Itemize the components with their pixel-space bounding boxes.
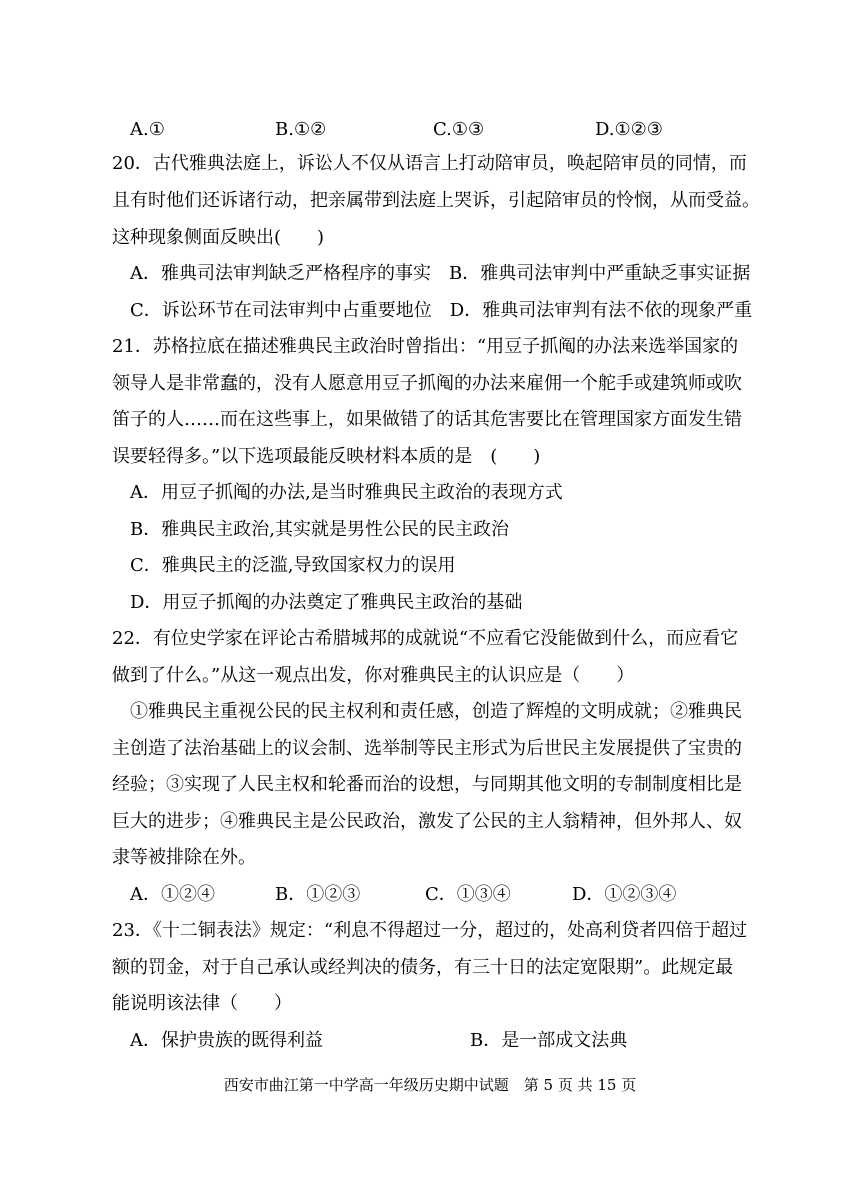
- q20-stem-line-1: 20．古代雅典法庭上，诉讼人不仅从语言上打动陪审员，唤起陪审员的同情，而: [112, 153, 747, 174]
- q23-stem-line-2: 额的罚金，对于自己承认或经判决的债务，有三十日的法定宽限期”。此规定最: [112, 957, 734, 978]
- q22-option-c: C．①③④: [425, 884, 511, 905]
- q22-statements-line-1: ①雅典民主重视公民的民主权利和责任感，创造了辉煌的文明成就；②雅典民: [130, 701, 742, 722]
- q20-stem-line-2: 且有时他们还诉诸行动，把亲属带到法庭上哭诉，引起陪审员的怜悯，从而受益。: [112, 190, 760, 211]
- q21-stem-line-2: 领导人是非常蠢的，没有人愿意用豆子抓阄的办法来雇佣一个舵手或建筑师或吹: [112, 373, 742, 394]
- q21-stem-line-4: 误要轻得多。”以下选项最能反映材料本质的是 ( ): [112, 446, 541, 467]
- q22-option-b: B．①②③: [275, 884, 361, 905]
- q22-statements-line-2: 主创造了法治基础上的议会制、选举制等民主形式为后世民主发展提供了宝贵的: [112, 738, 742, 759]
- q21-stem-line-3: 笛子的人……而在这些事上，如果做错了的话其危害要比在管理国家方面发生错: [112, 409, 742, 430]
- q23-option-a: A．保护贵族的既得利益: [130, 1030, 323, 1051]
- q19-option-a: A.①: [130, 119, 165, 140]
- q21-stem-line-1: 21．苏格拉底在描述雅典民主政治时曾指出：“用豆子抓阄的办法来选举国家的: [112, 336, 739, 357]
- q20-stem-line-3: 这种现象侧面反映出( ): [112, 227, 325, 248]
- q21-option-c: C．雅典民主的泛滥,导致国家权力的误用: [130, 555, 456, 576]
- q20-options-row-1: A．雅典司法审判缺乏严格程序的事实 B．雅典司法审判中严重缺乏事实证据: [130, 263, 751, 284]
- page-footer: 西安市曲江第一中学高一年级历史期中试题 第 5 页 共 15 页: [223, 1076, 637, 1094]
- q22-statements-line-4: 巨大的进步；④雅典民主是公民政治，激发了公民的主人翁精神，但外邦人、奴: [112, 811, 742, 832]
- q19-option-b: B.①②: [275, 119, 327, 140]
- q20-options-row-2: C．诉讼环节在司法审判中占重要地位 D．雅典司法审判有法不依的现象严重: [130, 300, 753, 321]
- q22-stem-line-2: 做到了什么。”从这一观点出发，你对雅典民主的认识应是（ ）: [112, 665, 635, 686]
- q21-option-d: D．用豆子抓阄的办法奠定了雅典民主政治的基础: [130, 592, 523, 613]
- q22-statements-line-3: 经验；③实现了人民主权和轮番而治的设想，与同期其他文明的专制制度相比是: [112, 774, 742, 795]
- q23-stem-line-1: 23．《十二铜表法》规定：“利息不得超过一分，超过的，处高利贷者四倍于超过: [112, 920, 748, 941]
- q22-option-d: D．①②③④: [572, 884, 677, 905]
- q21-option-a: A．用豆子抓阄的办法,是当时雅典民主政治的表现方式: [130, 482, 563, 503]
- q21-option-b: B．雅典民主政治,其实就是男性公民的民主政治: [130, 519, 509, 540]
- q19-option-c: C.①③: [433, 119, 485, 140]
- q22-stem-line-1: 22．有位史学家在评论古希腊城邦的成就说“不应看它没能做到什么，而应看它: [112, 628, 739, 649]
- q23-option-b: B．是一部成文法典: [470, 1030, 628, 1051]
- q22-option-a: A．①②④: [130, 884, 215, 905]
- q23-stem-line-3: 能说明该法律（ ）: [112, 993, 292, 1014]
- q19-option-d: D.①②③: [595, 119, 663, 140]
- q22-statements-line-5: 隶等被排除在外。: [112, 847, 256, 868]
